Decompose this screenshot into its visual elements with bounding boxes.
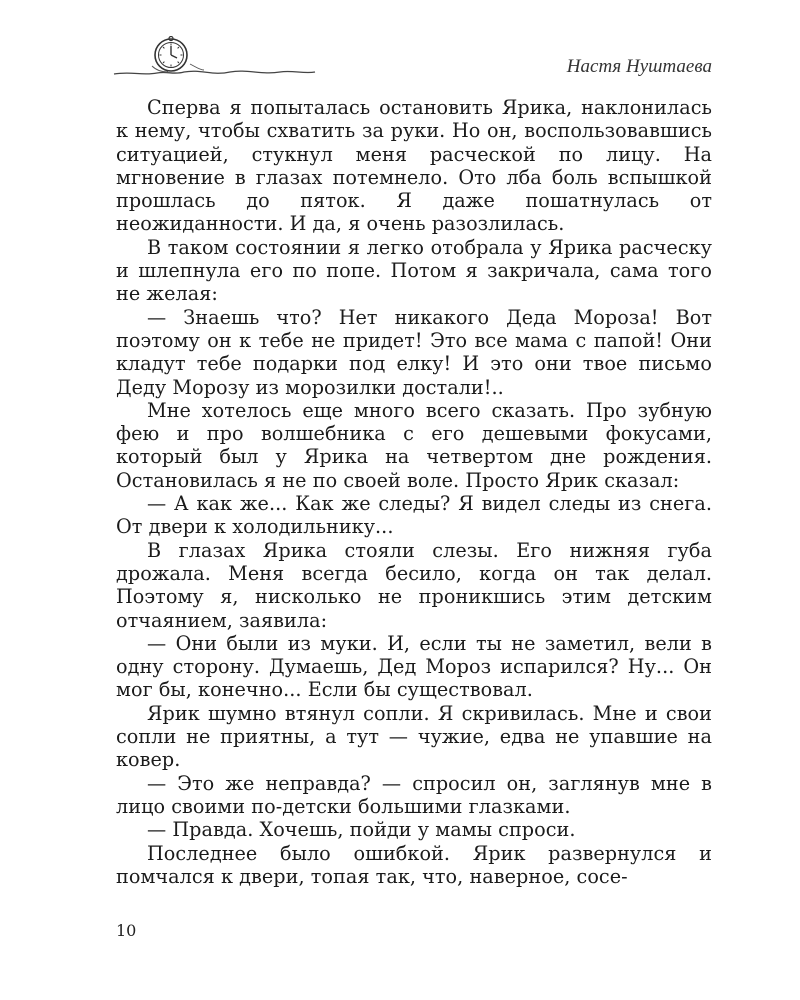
paragraph: Последнее было ошибкой. Ярик развернулся и помчался к двери, топая так, что, наверное, сосе- [116, 841, 712, 888]
page-body [116, 96, 712, 888]
paragraph: — Они были из муки. И, если ты не заметил, вели в одну сторону. Думаешь, Дед Мороз испарился? Ну... Он мог бы, конечно... Если бы существовал. [116, 631, 712, 702]
paragraph: — Это же неправда? — спросил он, заглянув мне в лицо своими по-детски большими глазками. [116, 771, 712, 818]
paragraph: — А как же... Как же следы? Я видел следы из снега. От двери к холодильнику... [116, 492, 712, 539]
paragraph: Мне хотелось еще много всего сказать. Про зубную фею и про волшебника с его дешевыми фокусами, который был у Ярика на четвертом дне рождения. Остановилась я не по своей воле. Просто Ярик сказал: [116, 398, 712, 492]
paragraph: — Знаешь что? Нет никакого Деда Мороза! Вот поэтому он к тебе не придет! Это все мама с папой! Они кладут тебе подарки под елку! И это они твое письмо Деду Морозу из морозилки достали!.. [116, 305, 712, 399]
paragraph: В таком состоянии я легко отобрала у Ярика расческу и шлепнула его по попе. Потом я закричала, сама того не желая: [116, 235, 712, 306]
author-name: Настя Нуштаева [566, 56, 712, 77]
paragraph: Сперва я попыталась остановить Ярика, наклонилась к нему, чтобы схватить за руки. Но он, воспользовавшись ситуацией, стукнул меня расческой по лицу. На мгновение в глазах потемнело. Ото лба боль вспышкой прошлась до пяток. Я даже пошатнулась от неожиданности. И да, я очень разозлилась. [116, 96, 712, 236]
paragraph: — Правда. Хочешь, пойди у мамы спроси. [147, 818, 576, 842]
paragraph: Ярик шумно втянул сопли. Я скривилась. Мне и свои сопли не приятны, а тут — чужие, едва не упавшие на ковер. [116, 701, 712, 772]
page-header [0, 0, 800, 90]
pocket-watch-icon [112, 36, 317, 80]
page-number: 10 [116, 921, 137, 940]
paragraph: В глазах Ярика стояли слезы. Его нижняя губа дрожала. Меня всегда бесило, когда он так делал. Поэтому я, нисколько не проникшись этим детским отчаянием, заявила: [116, 538, 712, 632]
